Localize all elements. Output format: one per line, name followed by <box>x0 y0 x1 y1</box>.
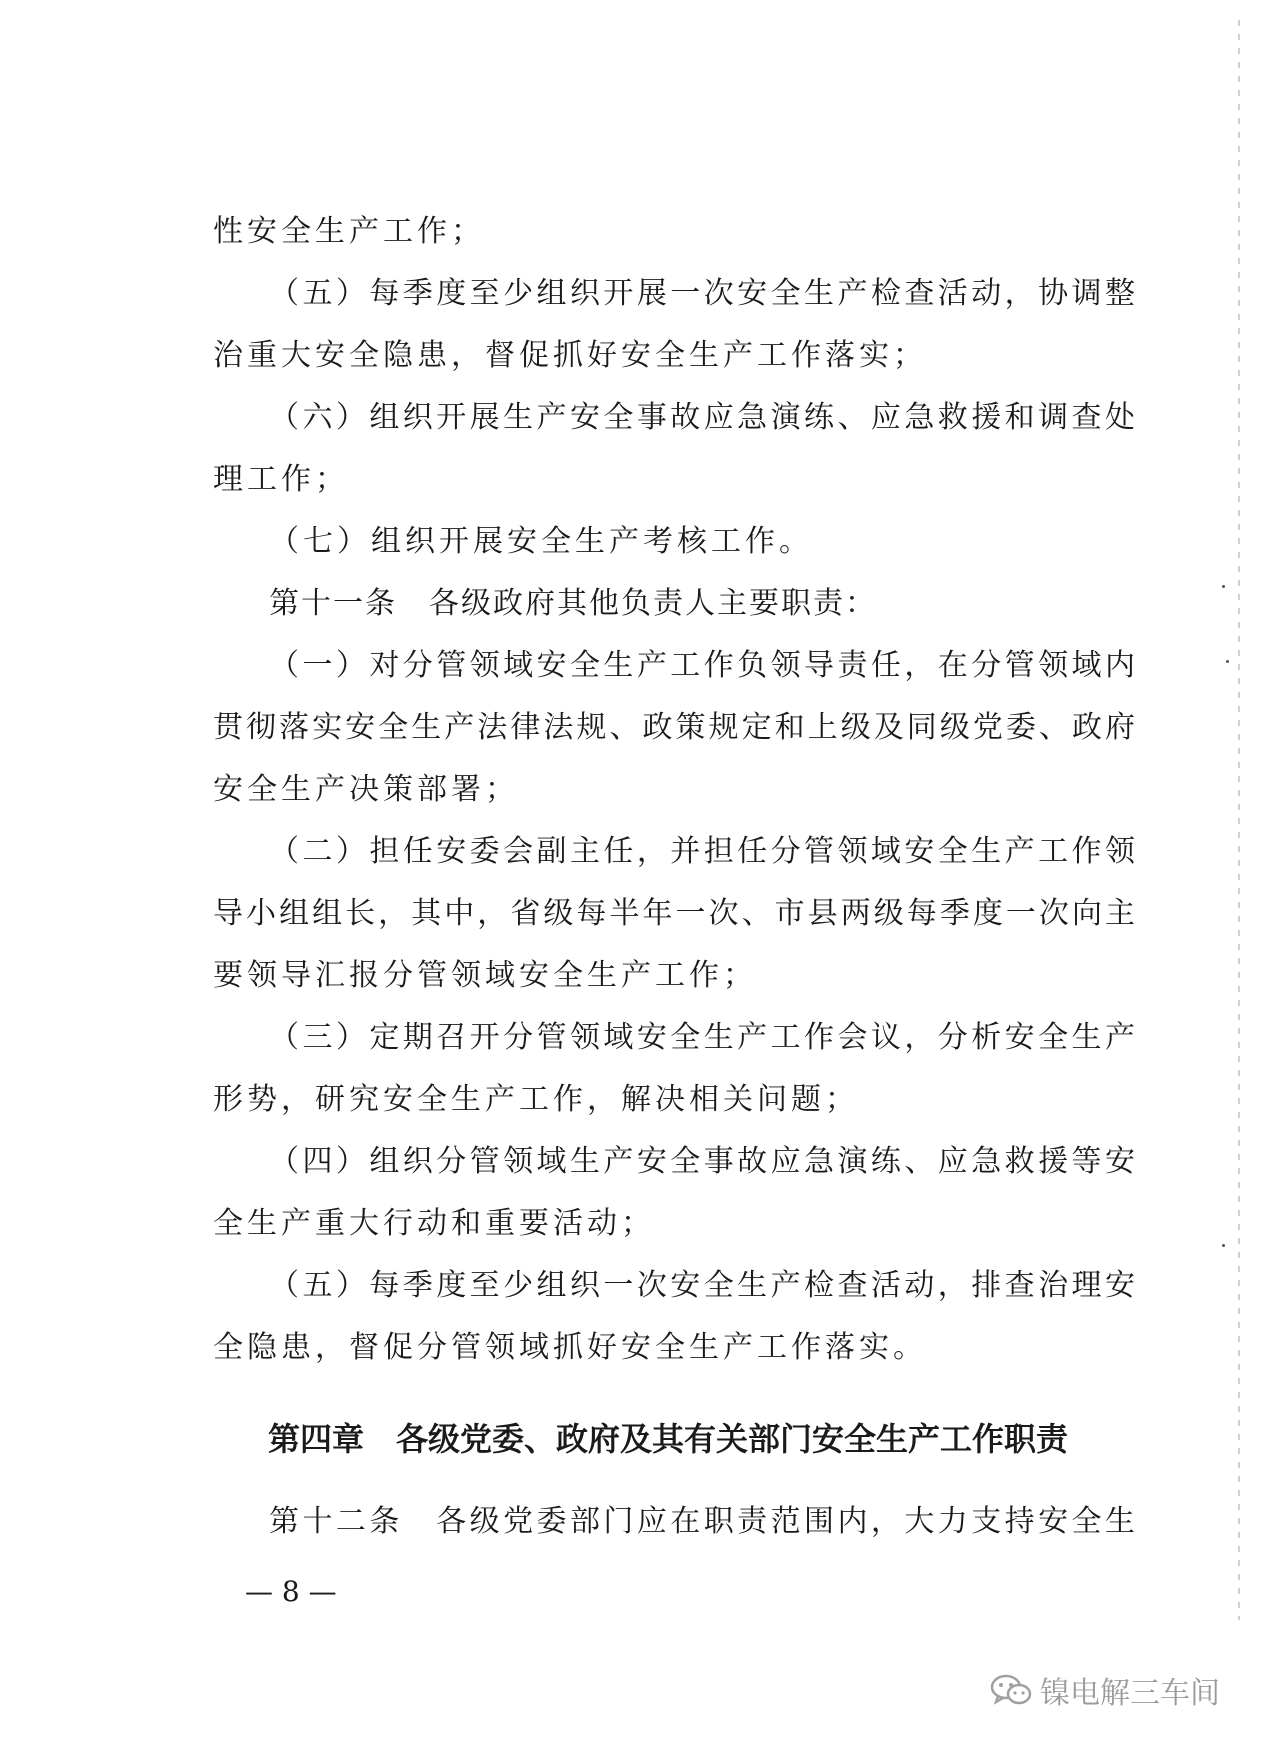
wechat-icon <box>990 1673 1032 1707</box>
scan-speck <box>1226 660 1229 663</box>
text-line: （一）对分管领域安全生产工作负领导责任，在分管领域内 <box>269 648 1135 683</box>
text-line: 要领导汇报分管领域安全生产工作； <box>213 958 757 993</box>
scan-speck <box>1222 1244 1225 1247</box>
chapter-title: 第四章 各级党委、政府及其有关部门安全生产工作职责 <box>268 1420 1069 1458</box>
article-heading: 第十二条 各级党委部门应在职责范围内，大力支持安全生 <box>269 1504 1135 1539</box>
text-line: 治重大安全隐患，督促抓好安全生产工作落实； <box>213 338 927 373</box>
text-line: 理工作； <box>213 462 349 497</box>
text-line: 形势，研究安全生产工作，解决相关问题； <box>213 1082 859 1117</box>
text-line: （二）担任安委会副主任，并担任分管领域安全生产工作领 <box>269 834 1135 869</box>
text-line: （四）组织分管领域生产安全事故应急演练、应急救援等安 <box>269 1144 1135 1179</box>
text-line: （五）每季度至少组织开展一次安全生产检查活动，协调整 <box>269 276 1135 311</box>
text-line: （七）组织开展安全生产考核工作。 <box>269 524 813 559</box>
text-line: 贯彻落实安全生产法律法规、政策规定和上级及同级党委、政府 <box>213 710 1135 745</box>
text-line: 全生产重大行动和重要活动； <box>213 1206 655 1241</box>
text-line: 性安全生产工作； <box>213 214 485 249</box>
text-line: 导小组组长，其中，省级每半年一次、市县两级每季度一次向主 <box>213 896 1135 931</box>
page-number: — 8 — <box>245 1575 337 1608</box>
text-line: 安全生产决策部署； <box>213 772 519 807</box>
text-line: （五）每季度至少组织一次安全生产检查活动，排查治理安 <box>269 1268 1135 1303</box>
scan-speck <box>1222 585 1225 588</box>
text-line: （六）组织开展生产安全事故应急演练、应急救援和调查处 <box>269 400 1135 435</box>
scan-edge-line <box>1238 20 1240 1620</box>
article-heading: 第十一条 各级政府其他负责人主要职责： <box>269 586 877 621</box>
watermark-text: 镍电解三车间 <box>1040 1676 1220 1711</box>
text-line: 全隐患，督促分管领域抓好安全生产工作落实。 <box>213 1330 927 1365</box>
watermark <box>990 1668 1220 1712</box>
text-line: （三）定期召开分管领域安全生产工作会议，分析安全生产 <box>269 1020 1135 1055</box>
